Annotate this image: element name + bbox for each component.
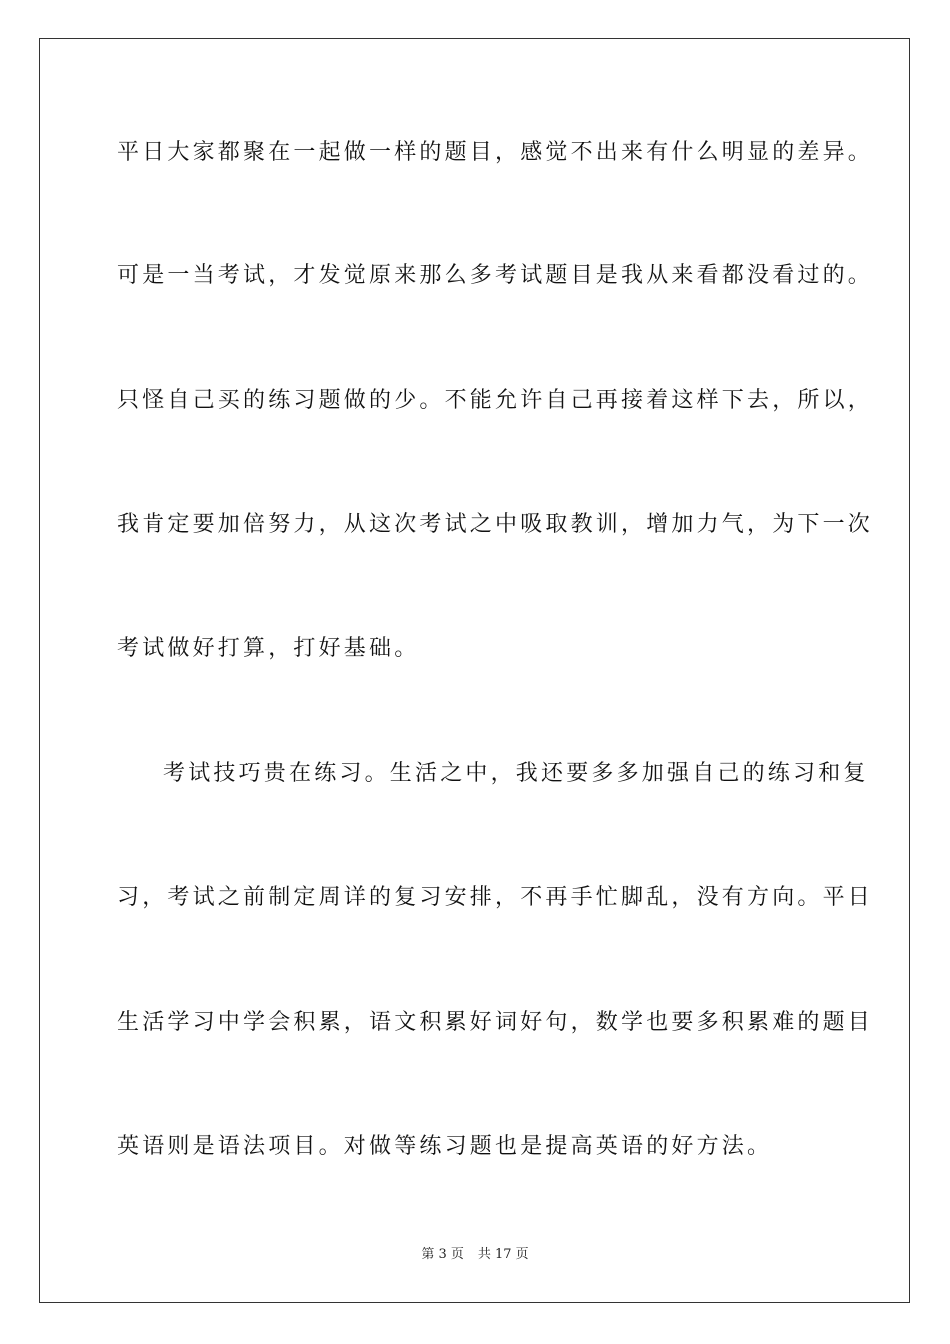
text-line-2: 可是一当考试，才发觉原来那么多考试题目是我从来看都没看过的。 bbox=[117, 263, 874, 288]
text-line-1: 平日大家都聚在一起做一样的题目，感觉不出来有什么明显的差异。 bbox=[117, 140, 874, 165]
text-line-8: 生活学习中学会积累，语文积累好词好句，数学也要多积累难的题目 bbox=[117, 1010, 874, 1035]
page-border bbox=[39, 38, 910, 1303]
total-pages: 共 17 页 bbox=[477, 1247, 529, 1262]
paragraph-2-first-line: 考试技巧贵在练习。生活之中，我还要多多加强自己的练习和复 bbox=[163, 761, 869, 786]
page-footer bbox=[0, 1246, 950, 1264]
text-line-3: 只怪自己买的练习题做的少。不能允许自己再接着这样下去，所以， bbox=[117, 388, 874, 413]
text-line-9: 英语则是语法项目。对做等练习题也是提高英语的好方法。 bbox=[117, 1134, 773, 1159]
text-line-7: 习，考试之前制定周详的复习安排，不再手忙脚乱，没有方向。平日 bbox=[117, 885, 874, 910]
page-number: 第 3 页 bbox=[421, 1247, 464, 1262]
text-line-5: 考试做好打算，打好基础。 bbox=[117, 636, 420, 661]
text-line-4: 我肯定要加倍努力，从这次考试之中吸取教训，增加力气，为下一次 bbox=[117, 512, 874, 537]
